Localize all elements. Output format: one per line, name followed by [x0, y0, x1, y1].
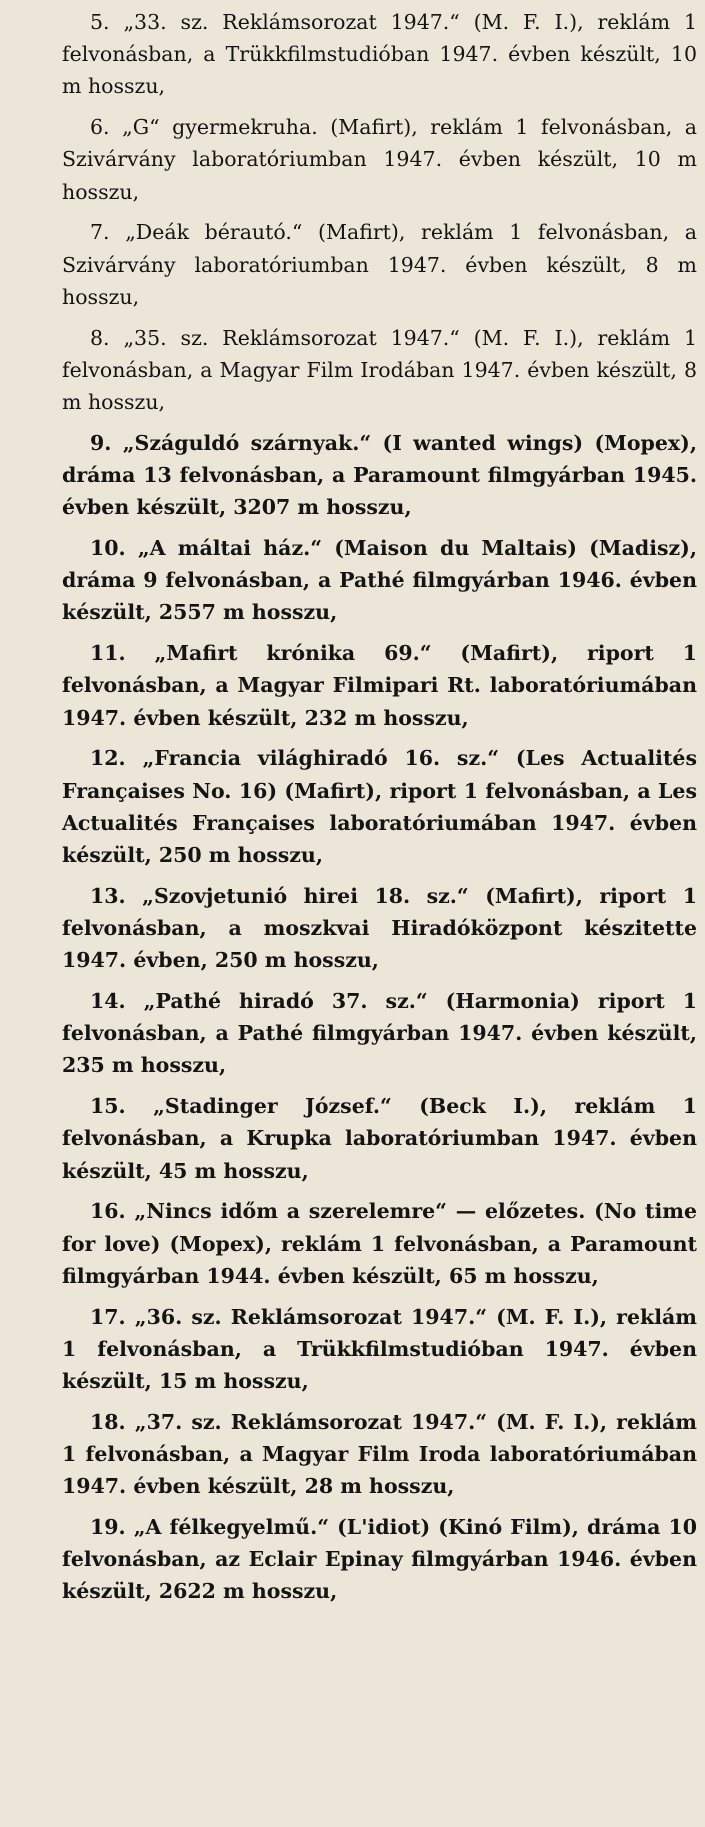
- list-item-17: 17. „36. sz. Reklámsorozat 1947.“ (M. F. I.), reklám 1 felvonásban, a Trükkfilmstudióban 1947. évben készült, 15 m hosszu,: [62, 1304, 697, 1394]
- list-item-6: 6. „G“ gyermekruha. (Mafirt), reklám 1 felvonásban, a Szivárvány laboratóriumban 1947. évben készült, 10 m hosszu,: [62, 115, 697, 204]
- list-item-12: 12. „Francia világhiradó 16. sz.“ (Les Actualités Françaises No. 16) (Mafirt), riport 1 felvonásban, a Les Actualités Françaises laboratóriumában 1947. évben készült, 250 m hosszu,: [62, 746, 697, 868]
- list-item-18: 18. „37. sz. Reklámsorozat 1947.“ (M. F. I.), reklám 1 felvonásban, a Magyar Film Iroda laboratóriumában 1947. évben készült, 28 m hosszu,: [62, 1409, 697, 1499]
- list-item-15: 15. „Stadinger József.“ (Beck I.), reklám 1 felvonásban, a Krupka laboratóriumban 1947. évben készült, 45 m hosszu,: [62, 1094, 697, 1183]
- list-item-8: 8. „35. sz. Reklámsorozat 1947.“ (M. F. I.), reklám 1 felvonásban, a Magyar Film Irodában 1947. évben készült, 8 m hosszu,: [62, 325, 697, 415]
- list-item-13: 13. „Szovjetunió hirei 18. sz.“ (Mafirt), riport 1 felvonásban, a moszkvai Hiradóközpont készitette 1947. évben, 250 m hosszu,: [62, 883, 697, 973]
- list-item-5: 5. „33. sz. Reklámsorozat 1947.“ (M. F. I.), reklám 1 felvonásban, a Trükkfilmstudióban 1947. évben készült, 10 m hosszu,: [62, 10, 697, 99]
- list-item-14: 14. „Pathé hiradó 37. sz.“ (Harmonia) riport 1 felvonásban, a Pathé filmgyárban 1947. évben készült, 235 m hosszu,: [62, 989, 697, 1078]
- list-item-9: 9. „Száguldó szárnyak.“ (I wanted wings) (Mopex), dráma 13 felvonásban, a Paramount filmgyárban 1945. évben készült, 3207 m hosszu,: [62, 430, 697, 520]
- list-item-10: 10. „A máltai ház.“ (Maison du Maltais) (Madisz), dráma 9 felvonásban, a Pathé filmgyárban 1946. évben készült, 2557 m hosszu,: [62, 536, 697, 625]
- list-item-11: 11. „Mafirt krónika 69.“ (Mafirt), riport 1 felvonásban, a Magyar Filmipari Rt. laboratóriumában 1947. évben készült, 232 m hosszu,: [62, 641, 697, 730]
- list-item-7: 7. „Deák bérautó.“ (Mafirt), reklám 1 felvonásban, a Szivárvány laboratóriumban 1947. évben készült, 8 m hosszu,: [62, 220, 697, 309]
- list-item-16: 16. „Nincs időm a szerelemre“ — előzetes. (No time for love) (Mopex), reklám 1 felvonásban, a Paramount filmgyárban 1944. évben készült, 65 m hosszu,: [62, 1199, 697, 1288]
- list-item-19: 19. „A félkegyelmű.“ (L'idiot) (Kinó Film), dráma 10 felvonásban, az Eclair Epinay filmgyárban 1946. évben készült, 2622 m hosszu,: [62, 1515, 697, 1604]
